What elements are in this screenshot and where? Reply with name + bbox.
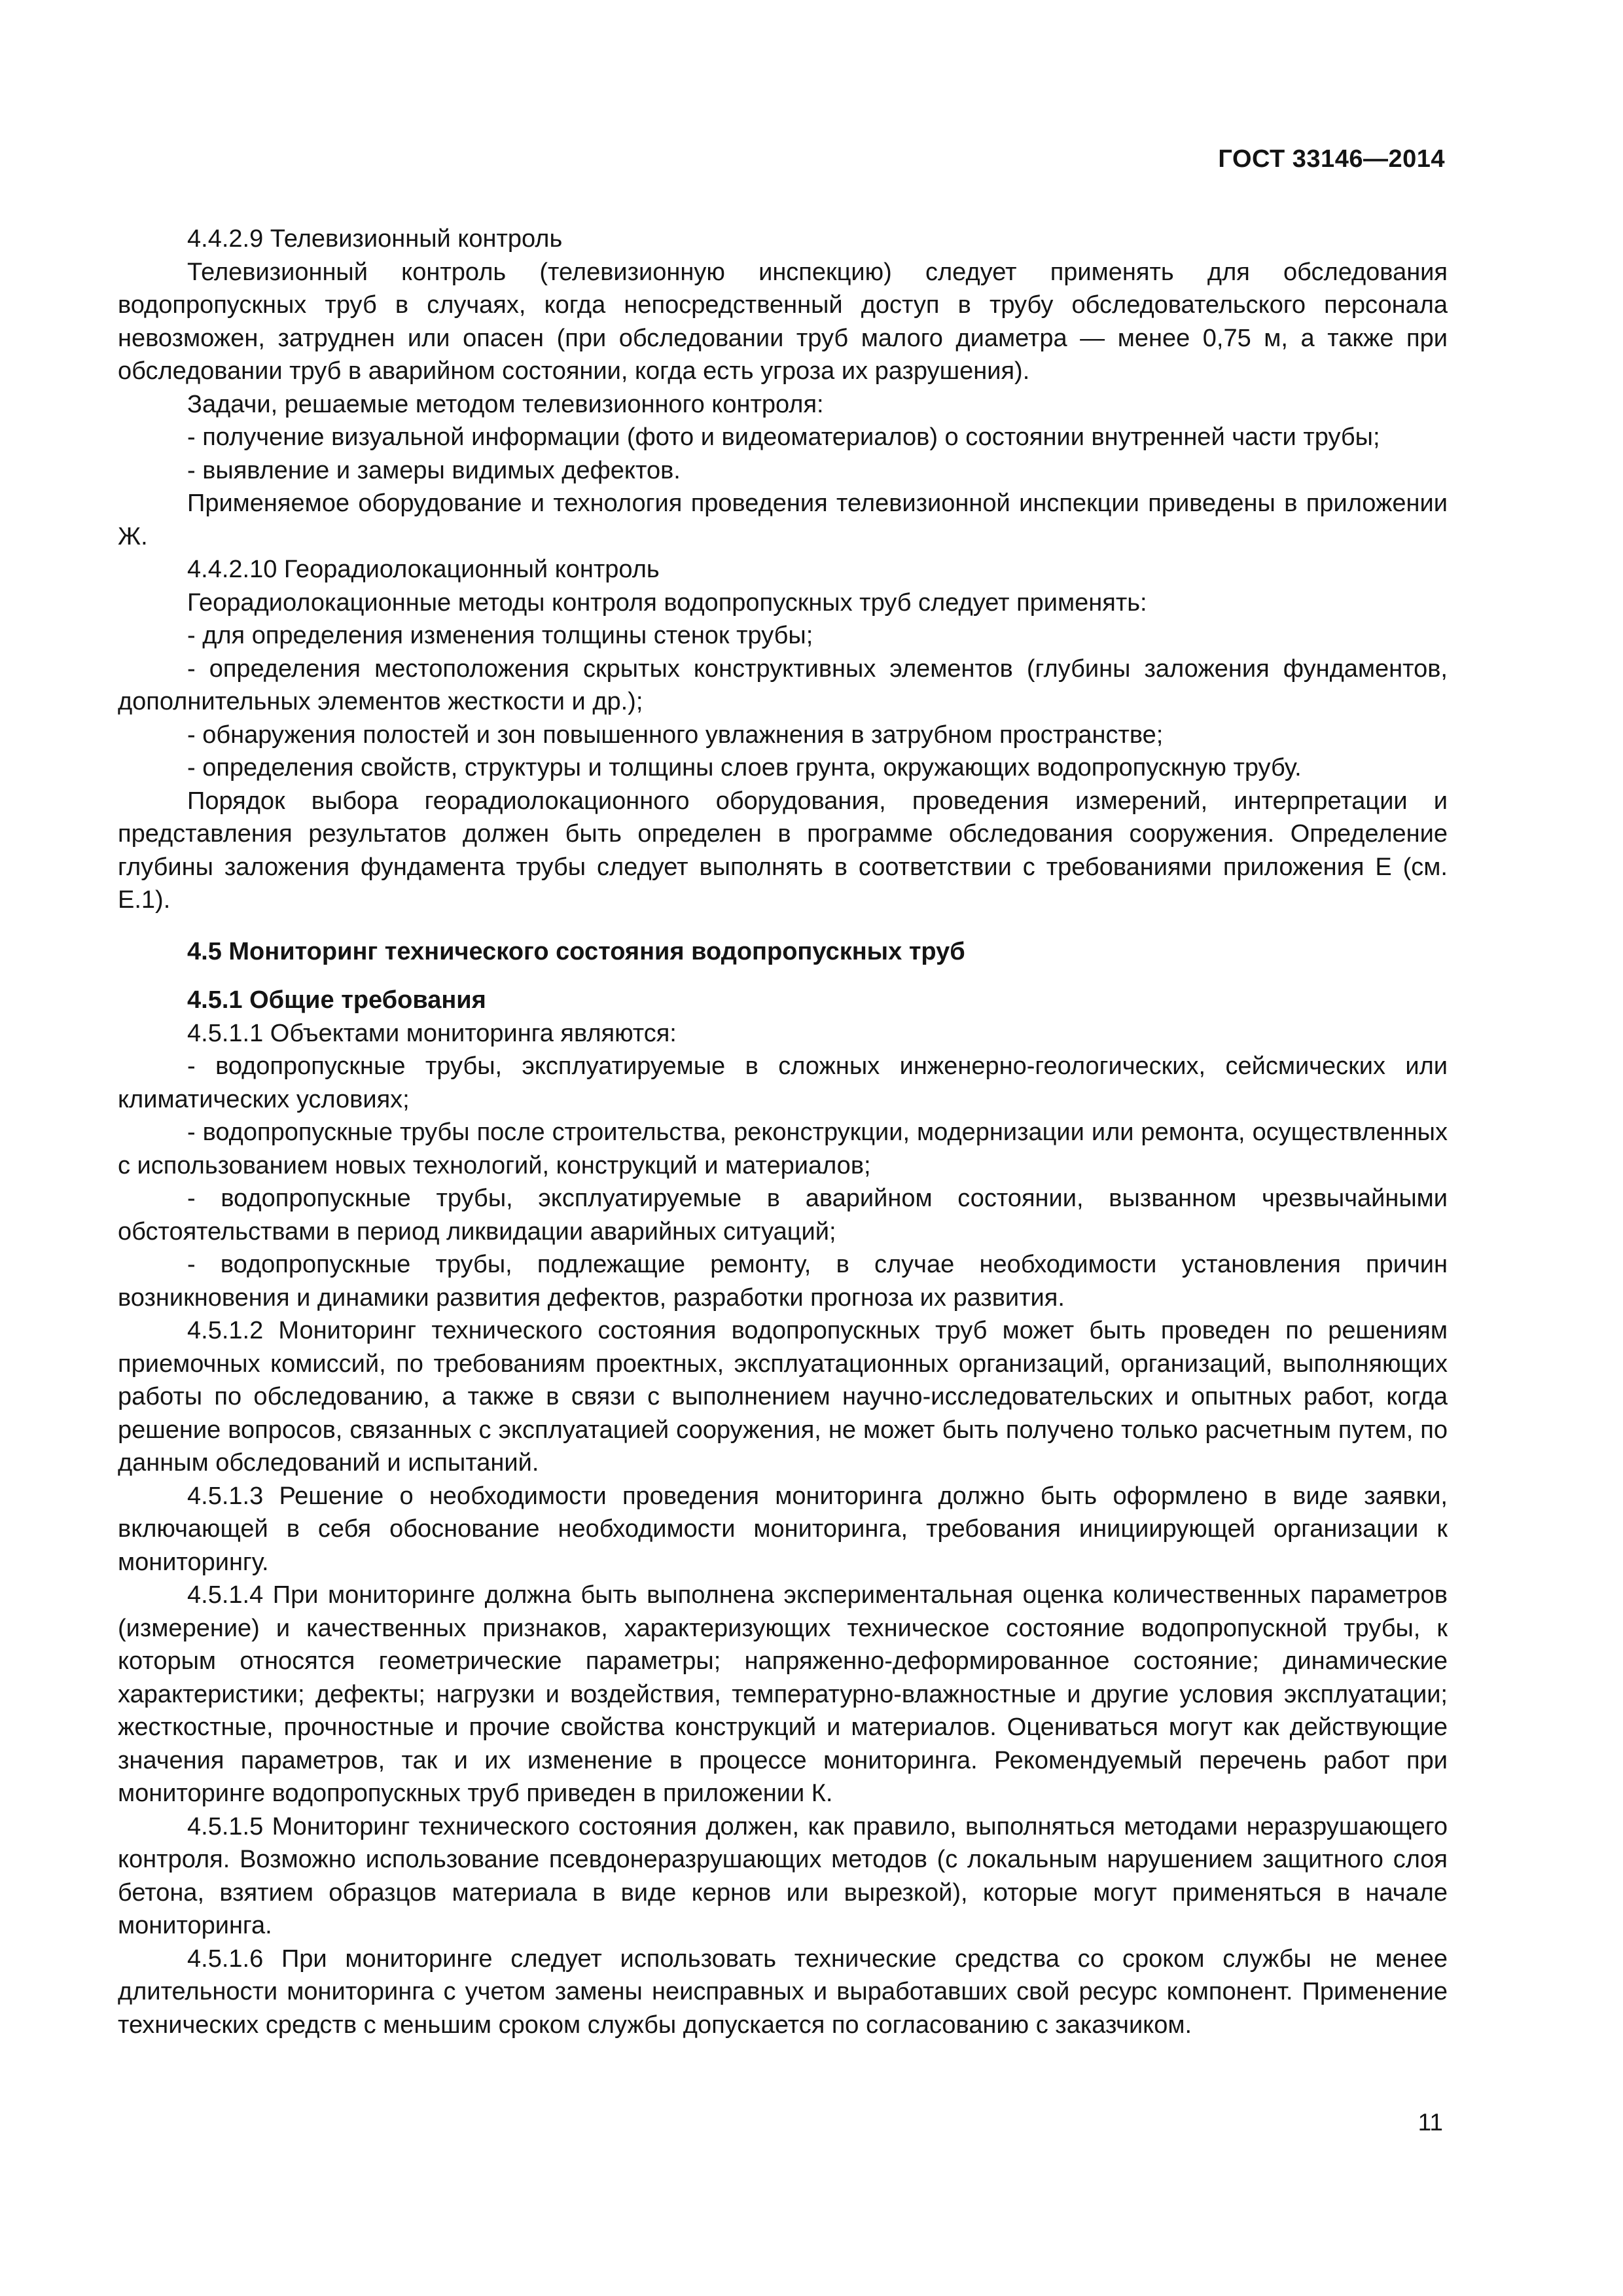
- paragraph: - водопропускные трубы, эксплуатируемые в сложных инженерно-геологических, сейсмических или климатических условиях;: [118, 1052, 1448, 1113]
- paragraph: Телевизионный контроль (телевизионную инспекцию) следует применять для обследования водопропускных труб в случаях, когда непосредственный доступ в трубу обследовательского персонала невозможен, затруднен или опасен (при обследовании труб малого диаметра — менее 0,75 м, а также при обследовании труб в аварийном состоянии, когда есть угроза их разрушения).: [118, 258, 1448, 385]
- paragraph: 4.4.2.10 Георадиолокационный контроль: [187, 556, 660, 583]
- paragraph: 4.5.1.6 При мониторинге следует использовать технические средства со сроком службы не менее длительности мониторинга с учетом замены неисправных и выработавших свой ресурс компонент. Применение технических средств с меньшим сроком службы допускается по согласованию с заказчиком.: [118, 1945, 1448, 2039]
- paragraph: - для определения изменения толщины стенок трубы;: [187, 622, 813, 649]
- paragraph: 4.5.1.1 Объектами мониторинга являются:: [187, 1019, 677, 1047]
- paragraph: 4.5.1.4 При мониторинге должна быть выполнена экспериментальная оценка количественных параметров (измерение) и качественных признаков, характеризующих техническое состояние водопропускной трубы, к которым относятся геометрические параметры; напряженно-деформированное состояние; динамические характеристики; дефекты; нагрузки и воздействия, температурно-влажностные и другие условия эксплуатации; жесткостные, прочностные и прочие свойства конструкций и материалов. Оцениваться могут как действующие значения параметров, так и их изменение в процессе мониторинга. Рекомендуемый перечень работ при мониторинге водопропускных труб приведен в приложении К.: [118, 1581, 1448, 1807]
- page-number: 11: [1418, 2109, 1443, 2136]
- paragraph: - получение визуальной информации (фото и видеоматериалов) о состоянии внутренней части трубы;: [187, 423, 1380, 451]
- paragraph: 4.5.1.3 Решение о необходимости проведения мониторинга должно быть оформлено в виде заявки, включающей в себя обоснование необходимости мониторинга, требования инициирующей организации к мониторингу.: [118, 1482, 1448, 1576]
- paragraph: - определения свойств, структуры и толщины слоев грунта, окружающих водопропускную трубу.: [187, 754, 1302, 781]
- paragraph: - определения местоположения скрытых конструктивных элементов (глубины заложения фундаментов, дополнительных элементов жесткости и др.);: [118, 655, 1448, 715]
- subsection-heading: 4.5.1 Общие требования: [187, 986, 486, 1014]
- paragraph: Порядок выбора георадиолокационного оборудования, проведения измерений, интерпретации и представления результатов должен быть определен в программе обследования сооружения. Определение глубины заложения фундамента трубы следует выполнять в соответствии с требованиями приложения Е (см. Е.1).: [118, 787, 1448, 914]
- paragraph: 4.4.2.9 Телевизионный контроль: [187, 225, 563, 253]
- document-code: ГОСТ 33146—2014: [1218, 145, 1445, 173]
- paragraph: 4.5.1.5 Мониторинг технического состояния должен, как правило, выполняться методами неразрушающего контроля. Возможно использование псевдонеразрушающих методов (с локальным нарушением защитного слоя бетона, взятием образцов материала в виде кернов или вырезкой), которые могут применяться в начале мониторинга.: [118, 1812, 1448, 1939]
- paragraph: - водопропускные трубы, эксплуатируемые в аварийном состоянии, вызванном чрезвычайными обстоятельствами в период ликвидации аварийных ситуаций;: [118, 1185, 1448, 1246]
- paragraph: - выявление и замеры видимых дефектов.: [187, 456, 681, 484]
- paragraph: - водопропускные трубы после строительства, реконструкции, модернизации или ремонта, осуществленных с использованием новых технологий, конструкций и материалов;: [118, 1119, 1448, 1179]
- document-body: [118, 223, 1448, 2041]
- section-heading: 4.5 Мониторинг технического состояния водопропускных труб: [187, 937, 965, 965]
- paragraph: - водопропускные трубы, подлежащие ремонту, в случае необходимости установления причин возникновения и динамики развития дефектов, разработки прогноза их развития.: [118, 1251, 1448, 1312]
- paragraph: - обнаружения полостей и зон повышенного увлажнения в затрубном пространстве;: [187, 721, 1164, 749]
- paragraph: 4.5.1.2 Мониторинг технического состояния водопропускных труб может быть проведен по решениям приемочных комиссий, по требованиям проектных, эксплуатационных организаций, организаций, выполняющих работы по обследованию, а также в связи с выполнением научно-исследовательских и опытных работ, когда решение вопросов, связанных с эксплуатацией сооружения, не может быть получено только расчетным путем, по данным обследований и испытаний.: [118, 1317, 1448, 1477]
- paragraph: Задачи, решаемые методом телевизионного контроля:: [187, 390, 824, 418]
- paragraph: Применяемое оборудование и технология проведения телевизионной инспекции приведены в приложении Ж.: [118, 490, 1448, 550]
- paragraph: Георадиолокационные методы контроля водопропускных труб следует применять:: [187, 588, 1147, 617]
